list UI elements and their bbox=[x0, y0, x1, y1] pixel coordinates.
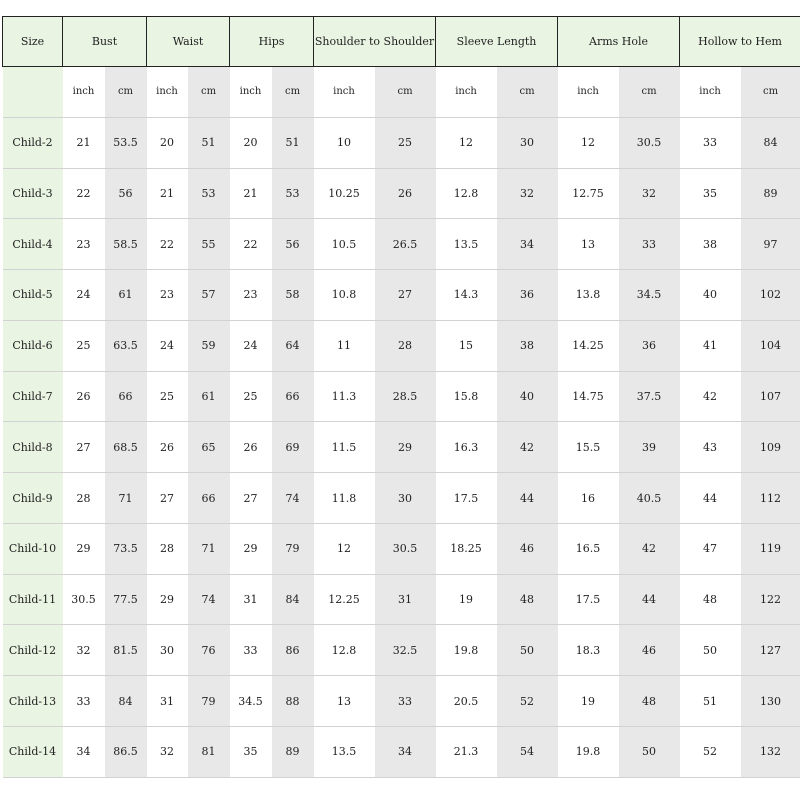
shoulder-to-shoulder-inch-cell: 10 bbox=[314, 117, 375, 168]
shoulder-to-shoulder-cm-cell: 30 bbox=[375, 473, 436, 524]
hips-inch-cell: 35 bbox=[230, 726, 272, 777]
sleeve-length-cm-cell: 52 bbox=[497, 676, 558, 727]
sleeve-length-inch-cell: 21.3 bbox=[436, 726, 497, 777]
hips-cm-cell: 86 bbox=[272, 625, 314, 676]
arms-hole-inch-unit: inch bbox=[558, 67, 619, 118]
hollow-to-hem-cm-cell: 107 bbox=[741, 371, 800, 422]
arms-hole-inch-cell: 16.5 bbox=[558, 523, 619, 574]
bust-inch-cell: 21 bbox=[63, 117, 105, 168]
bust-inch-cell: 24 bbox=[63, 270, 105, 321]
bust-inch-cell: 23 bbox=[63, 219, 105, 270]
bust-cm-cell: 77.5 bbox=[105, 574, 147, 625]
sleeve-length-inch-cell: 15 bbox=[436, 320, 497, 371]
waist-cm-unit: cm bbox=[188, 67, 230, 118]
sleeve-length-inch-cell: 15.8 bbox=[436, 371, 497, 422]
header-row bbox=[3, 17, 800, 67]
bust-cm-cell: 66 bbox=[105, 371, 147, 422]
shoulder-to-shoulder-header: Shoulder to Shoulder bbox=[314, 17, 436, 67]
sleeve-length-cm-cell: 50 bbox=[497, 625, 558, 676]
hips-cm-cell: 51 bbox=[272, 117, 314, 168]
waist-inch-cell: 26 bbox=[147, 422, 188, 473]
hips-cm-cell: 74 bbox=[272, 473, 314, 524]
waist-cm-cell: 74 bbox=[188, 574, 230, 625]
table-row bbox=[3, 473, 800, 524]
hips-inch-cell: 24 bbox=[230, 320, 272, 371]
arms-hole-cm-cell: 50 bbox=[619, 726, 680, 777]
sleeve-length-cm-cell: 42 bbox=[497, 422, 558, 473]
hollow-to-hem-inch-cell: 43 bbox=[680, 422, 741, 473]
shoulder-to-shoulder-inch-cell: 12.8 bbox=[314, 625, 375, 676]
hips-cm-cell: 56 bbox=[272, 219, 314, 270]
size-label-cell: Child-3 bbox=[3, 168, 63, 219]
hollow-to-hem-inch-cell: 40 bbox=[680, 270, 741, 321]
hips-cm-unit: cm bbox=[272, 67, 314, 118]
bust-inch-cell: 29 bbox=[63, 523, 105, 574]
bust-inch-cell: 22 bbox=[63, 168, 105, 219]
waist-inch-cell: 27 bbox=[147, 473, 188, 524]
shoulder-to-shoulder-cm-unit: cm bbox=[375, 67, 436, 118]
hollow-to-hem-inch-cell: 48 bbox=[680, 574, 741, 625]
bust-cm-unit: cm bbox=[105, 67, 147, 118]
hips-inch-cell: 23 bbox=[230, 270, 272, 321]
arms-hole-cm-unit: cm bbox=[619, 67, 680, 118]
hollow-to-hem-cm-cell: 89 bbox=[741, 168, 800, 219]
size-label-cell: Child-14 bbox=[3, 726, 63, 777]
bust-inch-unit: inch bbox=[63, 67, 105, 118]
sleeve-length-inch-cell: 14.3 bbox=[436, 270, 497, 321]
hips-inch-cell: 31 bbox=[230, 574, 272, 625]
hollow-to-hem-inch-cell: 41 bbox=[680, 320, 741, 371]
bust-cm-cell: 63.5 bbox=[105, 320, 147, 371]
table-row bbox=[3, 320, 800, 371]
hollow-to-hem-inch-cell: 51 bbox=[680, 676, 741, 727]
arms-hole-cm-cell: 39 bbox=[619, 422, 680, 473]
arms-hole-inch-cell: 14.75 bbox=[558, 371, 619, 422]
hollow-to-hem-cm-cell: 109 bbox=[741, 422, 800, 473]
waist-cm-cell: 79 bbox=[188, 676, 230, 727]
sleeve-length-inch-cell: 19.8 bbox=[436, 625, 497, 676]
waist-cm-cell: 57 bbox=[188, 270, 230, 321]
shoulder-to-shoulder-inch-cell: 10.8 bbox=[314, 270, 375, 321]
shoulder-to-shoulder-cm-cell: 30.5 bbox=[375, 523, 436, 574]
waist-inch-cell: 23 bbox=[147, 270, 188, 321]
bust-inch-cell: 26 bbox=[63, 371, 105, 422]
arms-hole-inch-cell: 18.3 bbox=[558, 625, 619, 676]
sleeve-length-cm-cell: 44 bbox=[497, 473, 558, 524]
waist-cm-cell: 51 bbox=[188, 117, 230, 168]
hips-inch-cell: 25 bbox=[230, 371, 272, 422]
sleeve-length-inch-cell: 12.8 bbox=[436, 168, 497, 219]
hips-cm-cell: 58 bbox=[272, 270, 314, 321]
waist-cm-cell: 55 bbox=[188, 219, 230, 270]
shoulder-to-shoulder-cm-cell: 26 bbox=[375, 168, 436, 219]
bust-cm-cell: 58.5 bbox=[105, 219, 147, 270]
arms-hole-cm-cell: 37.5 bbox=[619, 371, 680, 422]
arms-hole-cm-cell: 46 bbox=[619, 625, 680, 676]
hips-header: Hips bbox=[230, 17, 314, 67]
hips-inch-cell: 21 bbox=[230, 168, 272, 219]
sleeve-length-inch-cell: 20.5 bbox=[436, 676, 497, 727]
sleeve-length-inch-cell: 13.5 bbox=[436, 219, 497, 270]
hips-inch-unit: inch bbox=[230, 67, 272, 118]
bust-cm-cell: 86.5 bbox=[105, 726, 147, 777]
hips-cm-cell: 89 bbox=[272, 726, 314, 777]
hollow-to-hem-inch-cell: 42 bbox=[680, 371, 741, 422]
hollow-to-hem-cm-cell: 84 bbox=[741, 117, 800, 168]
sleeve-length-cm-cell: 30 bbox=[497, 117, 558, 168]
size-label-cell: Child-13 bbox=[3, 676, 63, 727]
waist-cm-cell: 66 bbox=[188, 473, 230, 524]
waist-cm-cell: 81 bbox=[188, 726, 230, 777]
size-label-cell: Child-4 bbox=[3, 219, 63, 270]
sleeve-length-cm-cell: 48 bbox=[497, 574, 558, 625]
waist-inch-cell: 31 bbox=[147, 676, 188, 727]
size-label-cell: Child-9 bbox=[3, 473, 63, 524]
sleeve-length-inch-cell: 12 bbox=[436, 117, 497, 168]
sleeve-length-inch-cell: 16.3 bbox=[436, 422, 497, 473]
arms-hole-cm-cell: 33 bbox=[619, 219, 680, 270]
waist-inch-cell: 24 bbox=[147, 320, 188, 371]
shoulder-to-shoulder-inch-cell: 11 bbox=[314, 320, 375, 371]
hips-inch-cell: 26 bbox=[230, 422, 272, 473]
unit-row bbox=[3, 67, 800, 118]
sleeve-length-cm-cell: 54 bbox=[497, 726, 558, 777]
shoulder-to-shoulder-inch-cell: 13 bbox=[314, 676, 375, 727]
table-row bbox=[3, 523, 800, 574]
shoulder-to-shoulder-cm-cell: 28 bbox=[375, 320, 436, 371]
bust-cm-cell: 84 bbox=[105, 676, 147, 727]
hips-cm-cell: 64 bbox=[272, 320, 314, 371]
shoulder-to-shoulder-inch-unit: inch bbox=[314, 67, 375, 118]
waist-inch-cell: 28 bbox=[147, 523, 188, 574]
bust-inch-cell: 32 bbox=[63, 625, 105, 676]
hips-cm-cell: 84 bbox=[272, 574, 314, 625]
shoulder-to-shoulder-inch-cell: 10.5 bbox=[314, 219, 375, 270]
arms-hole-cm-cell: 40.5 bbox=[619, 473, 680, 524]
arms-hole-inch-cell: 14.25 bbox=[558, 320, 619, 371]
shoulder-to-shoulder-inch-cell: 11.5 bbox=[314, 422, 375, 473]
shoulder-to-shoulder-cm-cell: 27 bbox=[375, 270, 436, 321]
arms-hole-cm-cell: 30.5 bbox=[619, 117, 680, 168]
table-row bbox=[3, 117, 800, 168]
hips-inch-cell: 22 bbox=[230, 219, 272, 270]
shoulder-to-shoulder-cm-cell: 26.5 bbox=[375, 219, 436, 270]
table-row bbox=[3, 574, 800, 625]
arms-hole-inch-cell: 19 bbox=[558, 676, 619, 727]
shoulder-to-shoulder-cm-cell: 33 bbox=[375, 676, 436, 727]
waist-inch-cell: 29 bbox=[147, 574, 188, 625]
bust-inch-cell: 28 bbox=[63, 473, 105, 524]
hollow-to-hem-inch-cell: 44 bbox=[680, 473, 741, 524]
waist-cm-cell: 76 bbox=[188, 625, 230, 676]
hollow-to-hem-cm-cell: 104 bbox=[741, 320, 800, 371]
hollow-to-hem-cm-cell: 122 bbox=[741, 574, 800, 625]
hollow-to-hem-inch-cell: 50 bbox=[680, 625, 741, 676]
hips-cm-cell: 53 bbox=[272, 168, 314, 219]
hips-inch-cell: 27 bbox=[230, 473, 272, 524]
bust-header: Bust bbox=[63, 17, 147, 67]
bust-inch-cell: 34 bbox=[63, 726, 105, 777]
shoulder-to-shoulder-inch-cell: 11.8 bbox=[314, 473, 375, 524]
hollow-to-hem-cm-cell: 112 bbox=[741, 473, 800, 524]
waist-inch-cell: 25 bbox=[147, 371, 188, 422]
arms-hole-header: Arms Hole bbox=[558, 17, 680, 67]
table-row bbox=[3, 270, 800, 321]
bust-cm-cell: 71 bbox=[105, 473, 147, 524]
sleeve-length-header: Sleeve Length bbox=[436, 17, 558, 67]
sleeve-length-cm-cell: 36 bbox=[497, 270, 558, 321]
hips-inch-cell: 29 bbox=[230, 523, 272, 574]
arms-hole-cm-cell: 48 bbox=[619, 676, 680, 727]
hollow-to-hem-header: Hollow to Hem bbox=[680, 17, 800, 67]
bust-cm-cell: 68.5 bbox=[105, 422, 147, 473]
sleeve-length-cm-cell: 38 bbox=[497, 320, 558, 371]
arms-hole-inch-cell: 12.75 bbox=[558, 168, 619, 219]
waist-inch-cell: 32 bbox=[147, 726, 188, 777]
arms-hole-cm-cell: 34.5 bbox=[619, 270, 680, 321]
arms-hole-cm-cell: 44 bbox=[619, 574, 680, 625]
arms-hole-cm-cell: 32 bbox=[619, 168, 680, 219]
shoulder-to-shoulder-cm-cell: 28.5 bbox=[375, 371, 436, 422]
hollow-to-hem-cm-cell: 119 bbox=[741, 523, 800, 574]
bust-inch-cell: 25 bbox=[63, 320, 105, 371]
waist-cm-cell: 59 bbox=[188, 320, 230, 371]
table-row bbox=[3, 726, 800, 777]
hollow-to-hem-inch-cell: 38 bbox=[680, 219, 741, 270]
shoulder-to-shoulder-cm-cell: 34 bbox=[375, 726, 436, 777]
hollow-to-hem-cm-cell: 130 bbox=[741, 676, 800, 727]
size-label-cell: Child-7 bbox=[3, 371, 63, 422]
waist-cm-cell: 65 bbox=[188, 422, 230, 473]
sleeve-length-cm-cell: 46 bbox=[497, 523, 558, 574]
bust-inch-cell: 27 bbox=[63, 422, 105, 473]
hips-inch-cell: 20 bbox=[230, 117, 272, 168]
hollow-to-hem-inch-cell: 52 bbox=[680, 726, 741, 777]
waist-cm-cell: 61 bbox=[188, 371, 230, 422]
waist-inch-cell: 22 bbox=[147, 219, 188, 270]
bust-cm-cell: 56 bbox=[105, 168, 147, 219]
waist-inch-cell: 20 bbox=[147, 117, 188, 168]
size-label-cell: Child-10 bbox=[3, 523, 63, 574]
hollow-to-hem-inch-cell: 47 bbox=[680, 523, 741, 574]
arms-hole-inch-cell: 12 bbox=[558, 117, 619, 168]
shoulder-to-shoulder-inch-cell: 10.25 bbox=[314, 168, 375, 219]
sleeve-length-inch-unit: inch bbox=[436, 67, 497, 118]
sleeve-length-inch-cell: 19 bbox=[436, 574, 497, 625]
hips-inch-cell: 34.5 bbox=[230, 676, 272, 727]
waist-header: Waist bbox=[147, 17, 230, 67]
bust-cm-cell: 53.5 bbox=[105, 117, 147, 168]
arms-hole-inch-cell: 13.8 bbox=[558, 270, 619, 321]
bust-cm-cell: 73.5 bbox=[105, 523, 147, 574]
hollow-to-hem-cm-cell: 102 bbox=[741, 270, 800, 321]
hips-inch-cell: 33 bbox=[230, 625, 272, 676]
table-row bbox=[3, 168, 800, 219]
sleeve-length-inch-cell: 17.5 bbox=[436, 473, 497, 524]
hollow-to-hem-cm-cell: 97 bbox=[741, 219, 800, 270]
bust-cm-cell: 81.5 bbox=[105, 625, 147, 676]
waist-cm-cell: 53 bbox=[188, 168, 230, 219]
arms-hole-cm-cell: 36 bbox=[619, 320, 680, 371]
table-row bbox=[3, 676, 800, 727]
hips-cm-cell: 88 bbox=[272, 676, 314, 727]
arms-hole-cm-cell: 42 bbox=[619, 523, 680, 574]
hollow-to-hem-cm-cell: 132 bbox=[741, 726, 800, 777]
bust-inch-cell: 30.5 bbox=[63, 574, 105, 625]
hollow-to-hem-inch-unit: inch bbox=[680, 67, 741, 118]
size-label-cell: Child-5 bbox=[3, 270, 63, 321]
table-row bbox=[3, 219, 800, 270]
size-label-cell: Child-8 bbox=[3, 422, 63, 473]
table-row bbox=[3, 625, 800, 676]
sleeve-length-cm-cell: 34 bbox=[497, 219, 558, 270]
sleeve-length-cm-cell: 32 bbox=[497, 168, 558, 219]
arms-hole-inch-cell: 16 bbox=[558, 473, 619, 524]
hips-cm-cell: 79 bbox=[272, 523, 314, 574]
shoulder-to-shoulder-cm-cell: 29 bbox=[375, 422, 436, 473]
arms-hole-inch-cell: 19.8 bbox=[558, 726, 619, 777]
bust-cm-cell: 61 bbox=[105, 270, 147, 321]
table-row bbox=[3, 371, 800, 422]
waist-inch-cell: 21 bbox=[147, 168, 188, 219]
sleeve-length-cm-cell: 40 bbox=[497, 371, 558, 422]
table-row bbox=[3, 422, 800, 473]
shoulder-to-shoulder-cm-cell: 25 bbox=[375, 117, 436, 168]
hips-cm-cell: 66 bbox=[272, 371, 314, 422]
waist-inch-cell: 30 bbox=[147, 625, 188, 676]
hollow-to-hem-inch-cell: 35 bbox=[680, 168, 741, 219]
size-chart-table bbox=[2, 16, 800, 778]
hollow-to-hem-cm-unit: cm bbox=[741, 67, 800, 118]
unit-row-size-cell bbox=[3, 67, 63, 118]
hips-cm-cell: 69 bbox=[272, 422, 314, 473]
waist-cm-cell: 71 bbox=[188, 523, 230, 574]
size-label-cell: Child-12 bbox=[3, 625, 63, 676]
shoulder-to-shoulder-inch-cell: 11.3 bbox=[314, 371, 375, 422]
hollow-to-hem-cm-cell: 127 bbox=[741, 625, 800, 676]
size-label-cell: Child-11 bbox=[3, 574, 63, 625]
shoulder-to-shoulder-cm-cell: 32.5 bbox=[375, 625, 436, 676]
size-header: Size bbox=[3, 17, 63, 67]
sleeve-length-cm-unit: cm bbox=[497, 67, 558, 118]
hollow-to-hem-inch-cell: 33 bbox=[680, 117, 741, 168]
size-label-cell: Child-6 bbox=[3, 320, 63, 371]
shoulder-to-shoulder-inch-cell: 12.25 bbox=[314, 574, 375, 625]
bust-inch-cell: 33 bbox=[63, 676, 105, 727]
arms-hole-inch-cell: 17.5 bbox=[558, 574, 619, 625]
shoulder-to-shoulder-cm-cell: 31 bbox=[375, 574, 436, 625]
sleeve-length-inch-cell: 18.25 bbox=[436, 523, 497, 574]
size-label-cell: Child-2 bbox=[3, 117, 63, 168]
shoulder-to-shoulder-inch-cell: 12 bbox=[314, 523, 375, 574]
shoulder-to-shoulder-inch-cell: 13.5 bbox=[314, 726, 375, 777]
arms-hole-inch-cell: 15.5 bbox=[558, 422, 619, 473]
arms-hole-inch-cell: 13 bbox=[558, 219, 619, 270]
waist-inch-unit: inch bbox=[147, 67, 188, 118]
